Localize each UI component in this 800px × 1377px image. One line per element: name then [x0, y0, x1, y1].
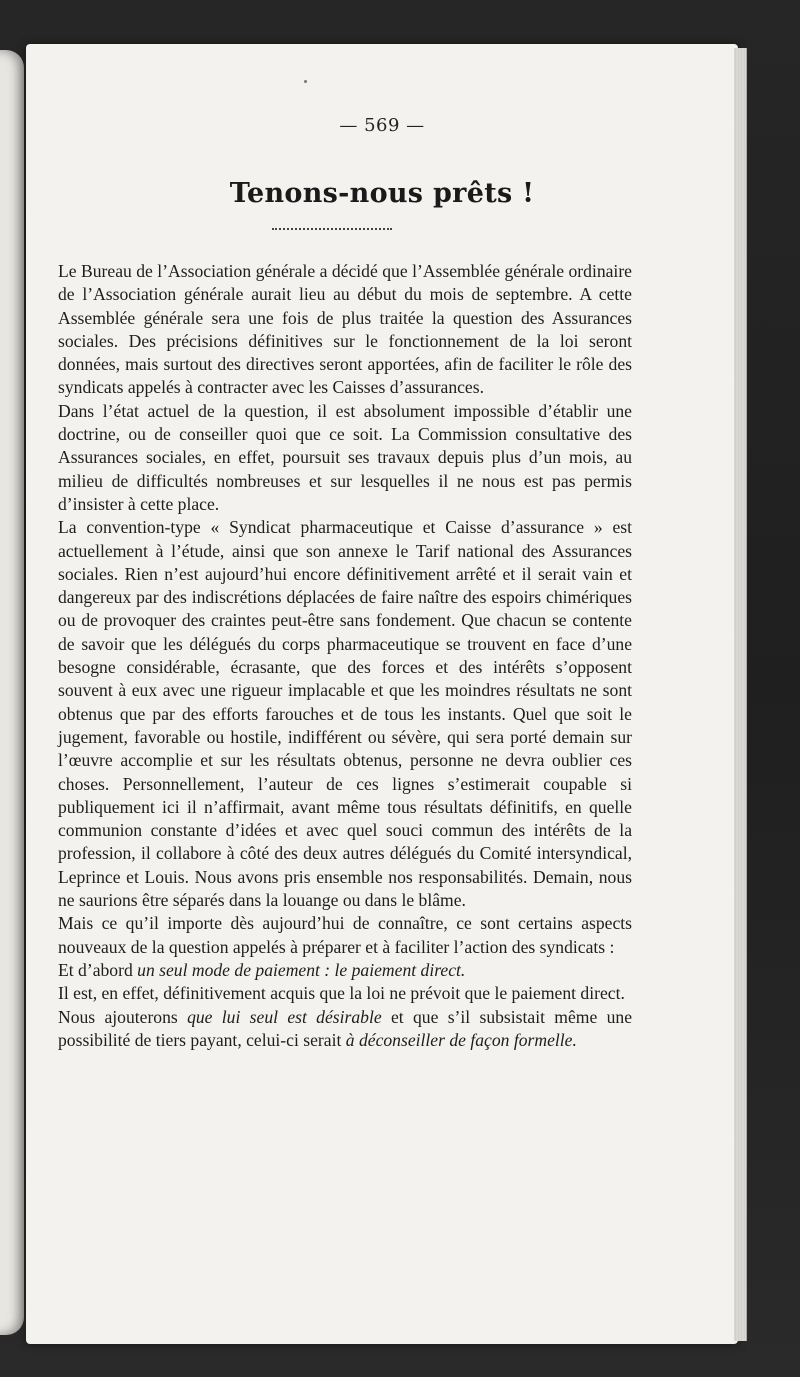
book-page — [26, 44, 738, 1344]
paragraph-4: Mais ce qu’il importe dès aujourd’hui de connaître, ce sont certains aspects nouveaux de la question appelés à préparer et à faciliter l’action des syndicats : — [58, 913, 632, 957]
paragraph-7-lead: Nous ajouterons — [58, 1006, 188, 1027]
paragraph-7-emphasis-1: que lui seul est désirable — [187, 1006, 382, 1027]
page-stack-edge — [734, 48, 747, 1341]
paragraph-5 — [58, 959, 632, 982]
paragraph-5-emphasis: un seul mode de paiement : le paiement direct. — [137, 959, 466, 980]
paragraph-6: Il est, en effet, définitivement acquis que la loi ne prévoit que le paiement direct. — [58, 983, 625, 1004]
page-number: — 569 — — [339, 115, 425, 136]
paragraph-7 — [58, 1006, 632, 1053]
title-divider — [272, 228, 392, 230]
paragraph-7-emphasis-2: à déconseiller de façon formelle. — [345, 1029, 577, 1050]
article-title: Tenons-nous prêts ! — [229, 178, 535, 209]
paragraph-3: La convention-type « Syndicat pharmaceutique et Caisse d’assurance » est actuellement à l’étude, ainsi que son annexe le Tarif national des Assurances sociales. Rien n’est aujourd’hui encore définitivement arrêté et il serait vain et dangereux par des indiscrétions déplacées de faire naître des espoirs chimériques ou de provoquer des craintes peut-être sans fondement. Que chacun se contente de savoir que les délégués du corps pharmaceutique se trouvent en face d’une besogne considérable, écrasante, que des forces et des intérêts s’opposent souvent à eux avec une rigueur implacable et que les moindres résultats ne sont obtenus que par des efforts farouches et de tous les instants. Quel que soit le jugement, favorable ou hostile, indifférent ou sévère, qui sera porté demain sur l’œuvre accomplie et sur les résultats obtenus, personne ne devra oublier ces choses. Personnellement, l’auteur de ces lignes s’estimerait coupable si publiquement ici il n’affirmait, avant même tous résultats définitifs, en quelle communion constante d’idées et avec quel souci commun des intérêts de la profession, il collabore à côté des deux autres délégués du Comité intersyndical, Leprince et Louis. Nous avons pris ensemble nos responsabilités. Demain, nous ne saurions être séparés dans la louange ou dans le blâme. — [58, 517, 632, 911]
paragraph-2: Dans l’état actuel de la question, il est absolument impossible d’établir une doctrine, ou de conseiller quoi que ce soit. La Commission consultative des Assurances sociales, en effet, poursuit ses travaux depuis plus d’un mois, au milieu de difficultés nombreuses et sur lesquelles il ne nous est pas permis d’insister à cette place. — [58, 400, 632, 514]
article-body — [58, 260, 632, 1052]
paragraph-5-lead: Et d’abord — [58, 959, 138, 980]
speck — [304, 80, 307, 83]
facing-page-edge — [0, 50, 24, 1335]
paragraph-7-middle: et que s’il subsistait même une possibilité de tiers payant, celui-ci serait — [58, 1006, 632, 1050]
paragraph-1: Le Bureau de l’Association générale a décidé que l’Assemblée générale ordinaire de l’Association générale aurait lieu au début du mois de septembre. A cette Assemblée générale sera une fois de plus traitée la question des Assurances sociales. Des précisions définitives sur le fonctionnement de la loi seront données, mais surtout des directives seront apportées, afin de faciliter le rôle des syndicats appelés à contracter avec les Caisses d’assurances. — [58, 261, 632, 398]
